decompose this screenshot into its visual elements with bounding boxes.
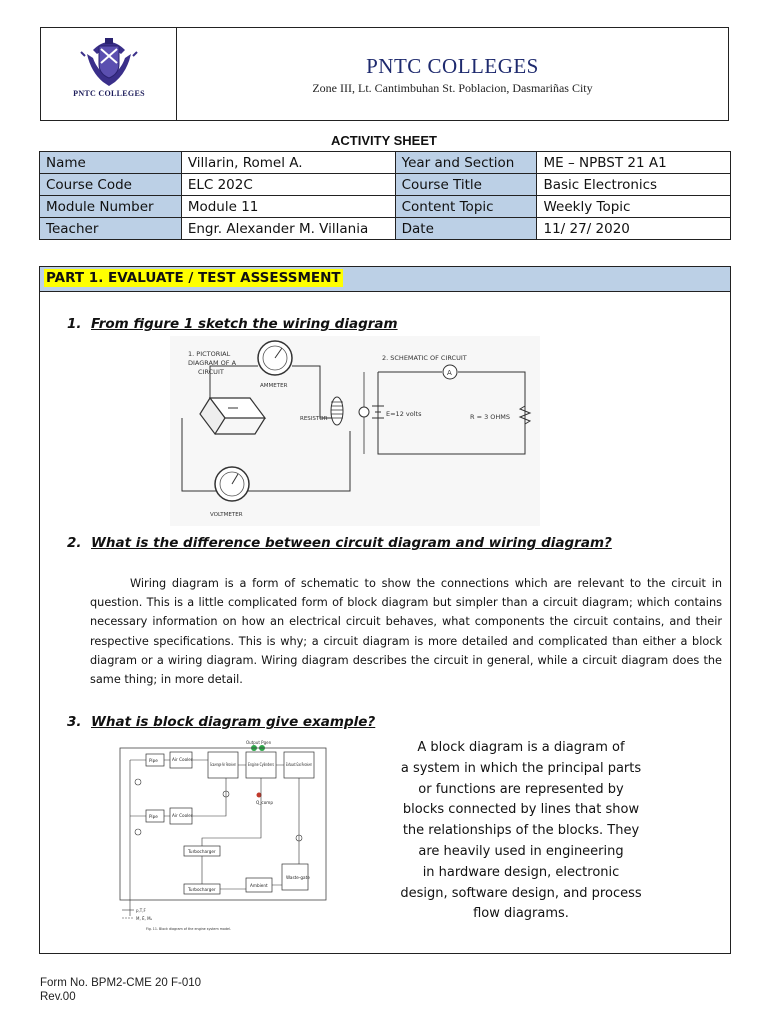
block-diagram-figure bbox=[116, 738, 334, 934]
question-text: What is block diagram give example? bbox=[91, 714, 376, 730]
part-title: PART 1. EVALUATE / TEST ASSESSMENT bbox=[46, 270, 341, 286]
answer-3-line: or functions are represented by bbox=[418, 781, 624, 797]
revision: Rev.00 bbox=[40, 991, 76, 1003]
question-number: 3. bbox=[67, 714, 82, 730]
course-code-label: Course Code bbox=[40, 174, 182, 196]
turbocharger-2-label: Turbocharger bbox=[188, 887, 216, 892]
answer-3-line: A block diagram is a diagram of bbox=[417, 740, 625, 755]
content-topic-value: Weekly Topic bbox=[537, 196, 731, 218]
answer-2-text: Wiring diagram is a form of schematic to show the connections which are relevant to the circuit in question. This is a little complicated form of block diagram but simpler than a circuit diagram; which contains necessary information on how an electrical circuit behaves, what components the circuit contains, and their respective specifications. This is why; a circuit diagram is more detailed and complicated than either a block diagram or a wiring diagram. Wiring diagram describes the circuit in general, while a circuit diagram does the same thing; in more detail. bbox=[90, 577, 722, 687]
question-2 bbox=[67, 535, 612, 551]
sheet-title: ACTIVITY SHEET bbox=[331, 133, 437, 148]
answer-3-line: flow diagrams. bbox=[473, 906, 569, 922]
wastegate-label: Waste-gate bbox=[286, 875, 310, 880]
teacher-label: Teacher bbox=[40, 218, 182, 240]
answer-3-line: are heavily used in engineering bbox=[418, 843, 624, 859]
question-number: 1. bbox=[67, 316, 82, 332]
pictorial-label-2: DIAGRAM OF A bbox=[188, 359, 237, 367]
module-number-label: Module Number bbox=[40, 196, 182, 218]
air-cooler-1-label: Air Cooler bbox=[172, 757, 193, 762]
air-cooler-2-label: Air Cooler bbox=[172, 813, 193, 818]
course-code-value: ELC 202C bbox=[181, 174, 395, 196]
table-row bbox=[40, 218, 731, 240]
figure-1-wiring-sketch bbox=[170, 336, 540, 526]
answer-3-line: blocks connected by lines that show bbox=[402, 802, 640, 818]
question-text: From figure 1 sketch the wiring diagram bbox=[91, 316, 398, 332]
ammeter-label: AMMETER bbox=[260, 383, 288, 389]
footer bbox=[40, 976, 201, 1004]
answer-3-line: design, software design, and process bbox=[400, 885, 642, 901]
ammeter-icon bbox=[258, 341, 292, 375]
year-section-value: ME – NPBST 21 A1 bbox=[537, 152, 731, 174]
answer-3-line: the relationships of the blocks. They bbox=[402, 823, 640, 839]
student-info-table bbox=[39, 151, 731, 240]
legend-1: p,T,F bbox=[136, 908, 146, 913]
form-number: Form No. BPM2-CME 20 F-010 bbox=[40, 977, 202, 989]
pipe-1-label: Pipe bbox=[149, 758, 158, 763]
engine-label: Engine Cylinders bbox=[248, 762, 274, 767]
ammeter-symbol-label: A bbox=[447, 369, 452, 377]
table-row bbox=[40, 174, 731, 196]
question-number: 2. bbox=[67, 535, 82, 551]
answer-3-line: in hardware design, electronic bbox=[422, 864, 620, 880]
name-value: Villarin, Romel A. bbox=[181, 152, 395, 174]
pipe-2-label: Pipe bbox=[149, 814, 158, 819]
question-text: What is the difference between circuit diagram and wiring diagram? bbox=[91, 535, 612, 551]
answer-2 bbox=[90, 574, 722, 689]
part-header-bar bbox=[40, 267, 730, 292]
module-number-value: Module 11 bbox=[181, 196, 395, 218]
figure-caption: Fig. 11. Block diagram of the engine system model. bbox=[146, 927, 232, 931]
date-value: 11/ 27/ 2020 bbox=[537, 218, 731, 240]
resistance-label: R = 3 OHMS bbox=[470, 413, 511, 421]
pictorial-label-1: 1. PICTORIAL bbox=[188, 350, 231, 358]
qcomp-label: Q_comp bbox=[256, 800, 273, 805]
legend-2: M, Ė, Mₑ bbox=[136, 916, 153, 921]
teacher-value: Engr. Alexander M. Villania bbox=[181, 218, 395, 240]
question-3 bbox=[67, 714, 375, 730]
resistor-icon bbox=[331, 397, 343, 425]
source-label: E=12 volts bbox=[386, 410, 422, 418]
table-row bbox=[40, 152, 731, 174]
ambient-label: Ambient bbox=[250, 883, 268, 888]
scavenge-label: Scavenge Air Receiver bbox=[210, 762, 237, 767]
top-labels: Output Pgen bbox=[246, 740, 272, 745]
schematic-label: 2. SCHEMATIC OF CIRCUIT bbox=[382, 354, 467, 362]
answer-3-line: a system in which the principal parts bbox=[400, 760, 642, 776]
content-topic-label: Content Topic bbox=[395, 196, 537, 218]
pictorial-label-3: CIRCUIT bbox=[198, 368, 224, 376]
school-crest-logo bbox=[41, 32, 177, 92]
course-title-label: Course Title bbox=[395, 174, 537, 196]
year-section-label: Year and Section bbox=[395, 152, 537, 174]
logo-text: PNTC COLLEGES bbox=[73, 89, 145, 98]
resistor-label: RESISTOR bbox=[300, 416, 328, 422]
school-name: PNTC COLLEGES bbox=[366, 54, 539, 78]
voltmeter-symbol-icon bbox=[359, 407, 369, 417]
school-address: Zone III, Lt. Cantimbuhan St. Poblacion, Dasmariñas City bbox=[312, 81, 593, 95]
voltmeter-label: VOLTMETER bbox=[210, 512, 243, 518]
exhaust-label: Exhaust Gas Receiver bbox=[286, 762, 313, 767]
date-label: Date bbox=[395, 218, 537, 240]
document-header bbox=[40, 27, 729, 121]
answer-3 bbox=[380, 738, 662, 925]
turbocharger-1-label: Turbocharger bbox=[188, 849, 216, 854]
table-row bbox=[40, 196, 731, 218]
name-label: Name bbox=[40, 152, 182, 174]
course-title-value: Basic Electronics bbox=[537, 174, 731, 196]
question-1 bbox=[67, 316, 398, 332]
voltmeter-icon bbox=[215, 467, 249, 501]
logo-cell bbox=[41, 28, 177, 120]
